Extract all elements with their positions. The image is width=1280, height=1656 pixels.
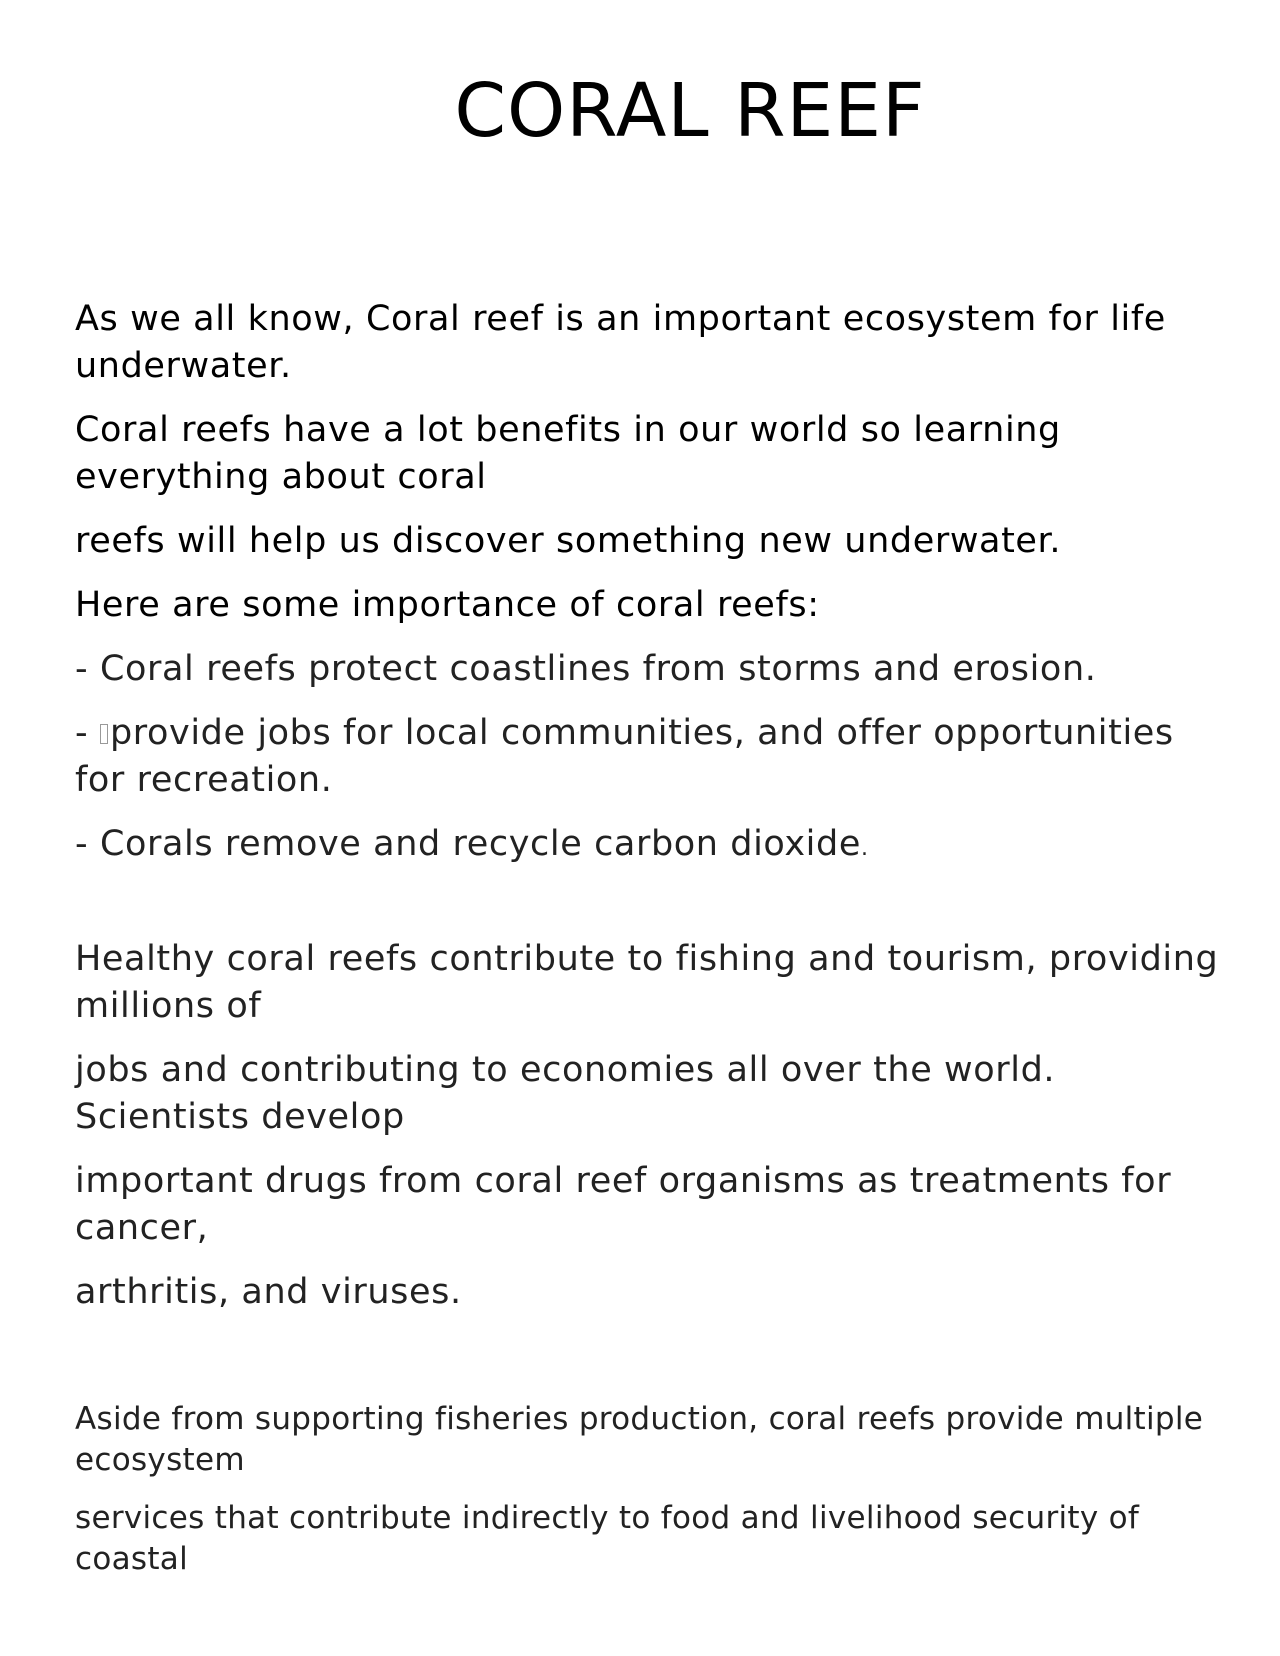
paragraph-jobs-economies: jobs and contributing to economies all over the world. Scientists develop bbox=[75, 1050, 1056, 1137]
list-item-carbon-dioxide bbox=[75, 821, 1225, 872]
paragraph-importance-heading: Here are some importance of coral reefs: bbox=[75, 585, 820, 625]
paragraph-arthritis: arthritis, and viruses. bbox=[75, 1272, 462, 1312]
paragraph-important-drugs: important drugs from coral reef organisms as treatments for cancer, bbox=[75, 1161, 1172, 1248]
small-period: . bbox=[860, 836, 869, 861]
paragraph-benefits: Coral reefs have a lot benefits in our world so learning everything about coral bbox=[75, 410, 1061, 497]
list-item-provide-jobs-text: provide jobs for local communities, and offer opportunities for recreation. bbox=[75, 713, 1174, 800]
document-body bbox=[75, 296, 1225, 1580]
list-item-carbon-dioxide-text: - Corals remove and recycle carbon dioxide bbox=[75, 824, 861, 864]
page-title: CORAL REEF bbox=[454, 68, 926, 154]
missing-glyph-icon bbox=[100, 724, 108, 744]
paragraph-intro: As we all know, Coral reef is an important ecosystem for life underwater. bbox=[75, 299, 1166, 386]
paragraph-fisheries: Aside from supporting fisheries production, coral reefs provide multiple ecosystem bbox=[75, 1401, 1204, 1478]
paragraph-services: services that contribute indirectly to food and livelihood security of coastal bbox=[75, 1500, 1140, 1577]
paragraph-healthy-reefs: Healthy coral reefs contribute to fishing and tourism, providing millions of bbox=[75, 939, 1219, 1026]
paragraph-discover: reefs will help us discover something new underwater. bbox=[75, 521, 1062, 561]
list-item-dash: - bbox=[75, 713, 100, 753]
list-item-provide-jobs bbox=[75, 710, 1225, 804]
list-item-protect-coastlines: - Coral reefs protect coastlines from storms and erosion. bbox=[75, 649, 1097, 689]
